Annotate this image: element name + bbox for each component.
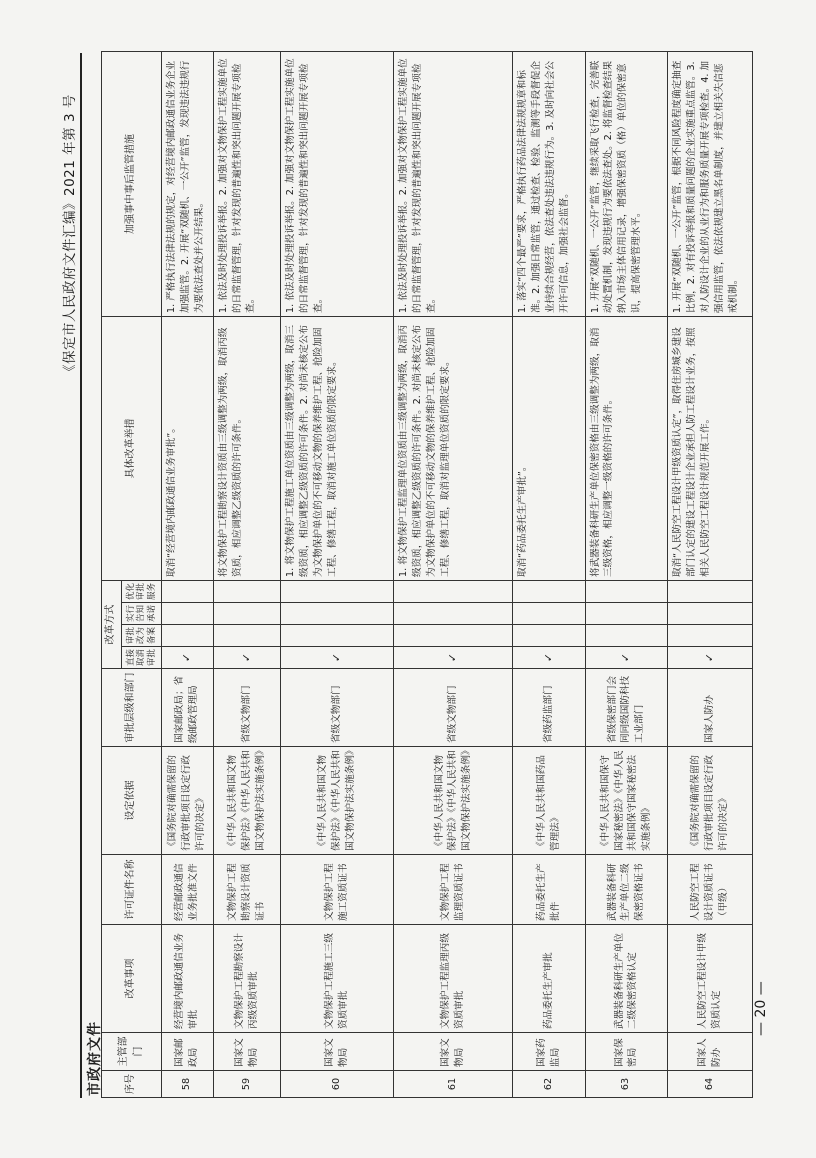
cell-no: 59 [213,1071,280,1098]
cell-basis: 《中华人民共和国文物保护法》《中华人民共和国文物保护法实施条例》 [394,747,513,855]
cell-department: 国家保密局 [585,1033,668,1071]
mode-cell-empty [280,581,394,603]
cell-department: 国家邮政局 [162,1033,214,1071]
reform-items-table [101,51,753,1098]
cell-basis: 《中华人民共和国文物保护法》《中华人民共和国文物保护法实施条例》 [280,747,394,855]
cell-no: 64 [668,1071,753,1098]
mode-cell-empty [668,625,753,647]
header-mode-commit: 实行告知承诺 [122,603,162,625]
cell-basis: 《中华人民共和国药品管理法》 [513,747,585,855]
cell-supervision: 1. 落实“四个最严”要求，严格执行药品法律法规规章和标准。2. 加强日常监管，通过检查、检验、监测等手段督促企业持续合规经营，依法查处违法违规行为。3. 及时向社会公开许可信息，加强社会监督。 [513,52,585,317]
mode-cell-empty [513,625,585,647]
check-mark: ✓ [668,647,753,669]
cell-item: 经营境内邮政通信业务审批 [162,925,214,1033]
cell-no: 61 [394,1071,513,1098]
cell-approval: 国家邮政局；省级邮政管理局 [162,669,214,747]
cell-department: 国家药监局 [513,1033,585,1071]
cell-item: 武器装备科研生产单位二级保密资格认定 [585,925,668,1033]
cell-supervision: 1. 严格执行法律法规的规定，对经营境内邮政通信业务企业加强监管。2. 开展“双随机、一公开”监管，发现违法违规行为要依法查处并公开结果。 [162,52,214,317]
cell-license: 武器装备科研生产单位二级保密资格证书 [585,855,668,925]
header-reform-mode: 改革方式 [102,581,122,669]
header-seq: 序号 [102,1071,162,1098]
cell-approval: 省级药监部门 [513,669,585,747]
cell-approval: 国家人防办 [668,669,753,747]
page-number: — 20 — [753,981,769,1036]
header-approval: 审批层级和部门 [102,669,162,747]
cell-license: 经营邮政通信业务批准文件 [162,855,214,925]
mode-cell-empty [668,603,753,625]
cell-measures: 将文物保护工程勘察设计资质由三级调整为两级，取消丙级资质，相应调整乙级资质的许可条件。 [213,317,280,581]
header-basis: 设定依据 [102,747,162,855]
cell-item: 文物保护工程施工三级资质审批 [280,925,394,1033]
cell-basis: 《国务院对确需保留的行政审批项目设定行政许可的决定》 [162,747,214,855]
cell-basis: 《国务院对确需保留的行政审批项目设定行政许可的决定》 [668,747,753,855]
mode-cell-empty [280,603,394,625]
running-title: 《保定市人民政府文件汇编》2021 年第 3 号 [62,94,78,378]
mode-cell-empty [513,603,585,625]
cell-department: 国家文物局 [280,1033,394,1071]
cell-license: 文物保护工程勘察设计资质证书 [213,855,280,925]
cell-license: 文物保护工程施工资质证书 [280,855,394,925]
header-measures: 具体改革举措 [102,317,162,581]
cell-department: 国家人防办 [668,1033,753,1071]
mode-cell-empty [394,603,513,625]
check-mark: ✓ [280,647,394,669]
cell-measures: 取消“药品委托生产审批”。 [513,317,585,581]
cell-item: 文物保护工程监理丙级资质审批 [394,925,513,1033]
cell-supervision: 1. 开展“双随机、一公开”监管，根据不同风险程度确定抽查比例，2. 对有投诉举报和质量问题的企业实施重点监管。3. 对人防设计企业的从业行为和服务质量开展专项检查。4. 加强信用监管，依法依规建立黑名单制度，并建立相关失信惩戒机制。 [668,52,753,317]
cell-department: 国家文物局 [394,1033,513,1071]
cell-item: 药品委托生产审批 [513,925,585,1033]
table-row [162,52,214,1098]
cell-basis: 《中华人民共和国文物保护法》《中华人民共和国文物保护法实施条例》 [213,747,280,855]
mode-cell-empty [585,581,668,603]
check-mark: ✓ [585,647,668,669]
header-mode-filing: 审批改为备案 [122,625,162,647]
cell-supervision: 1. 依法及时处理投诉举报。2. 加强对文物保护工程实施单位的日常监督管理，针对发现的普遍性和突出问题开展专项检查。 [280,52,394,317]
header-mode-optimize: 优化审批服务 [122,581,162,603]
cell-measures: 取消“经营境内邮政通信业务审批”。 [162,317,214,581]
cell-license: 文物保护工程监理资质证书 [394,855,513,925]
cell-no: 58 [162,1071,214,1098]
cell-license: 人民防空工程设计资质证书（甲级） [668,855,753,925]
cell-department: 国家文物局 [213,1033,280,1071]
cell-measures: 取消“人民防空工程设计甲级资质认定”，取得住房城乡建设部门认定的建设工程设计企业承担人防工程设计业务，按照相关人民防空工程设计规范开展工作。 [668,317,753,581]
section-label: 市政府文件 [87,1021,103,1096]
cell-approval: 省级文物部门 [394,669,513,747]
cell-no: 60 [280,1071,394,1098]
mode-cell-empty [213,603,280,625]
cell-supervision: 1. 依法及时处理投诉举报。2. 加强对文物保护工程实施单位的日常监督管理，针对发现的普遍性和突出问题开展专项检查。 [213,52,280,317]
check-mark: ✓ [162,647,214,669]
cell-no: 63 [585,1071,668,1098]
cell-basis: 《中华人民共和国保守国家秘密法》《中华人民共和国保守国家秘密法实施条例》 [585,747,668,855]
header-item: 改革事项 [102,925,162,1033]
cell-license: 药品委托生产批件 [513,855,585,925]
header-department: 主管部门 [102,1033,162,1071]
mode-cell-empty [213,625,280,647]
cell-measures: 1. 将文物保护工程施工单位资质由三级调整为两级，取消三级资质，相应调整乙级资质的许可条件。2. 对尚未核定公布为文物保护单位的不可移动文物的保养维护工程、抢险加固工程、修缮工程，取消对施工单位资质的限定要求。 [280,317,394,581]
header-license: 许可证件名称 [102,855,162,925]
check-mark: ✓ [513,647,585,669]
mode-cell-empty [668,581,753,603]
mode-cell-empty [513,581,585,603]
mode-cell-empty [162,581,214,603]
mode-cell-empty [213,581,280,603]
mode-cell-empty [162,625,214,647]
mode-cell-empty [585,603,668,625]
mode-cell-empty [280,625,394,647]
mode-cell-empty [585,625,668,647]
cell-approval: 省级文物部门 [213,669,280,747]
table-row [513,52,585,1098]
cell-supervision: 1. 开展“双随机、一公开”监管，继续采取飞行检查，完善联动处置机制，发现违规行为要依法查处。2. 将监督检查结果纳入市场主体信用记录，增强保密资质（格）单位的保密意识，提高保密管理水平。 [585,52,668,317]
cell-approval: 省级保密部门会同同级国防科技工业部门 [585,669,668,747]
table-row [394,52,513,1098]
header-supervision: 加强事中事后监管措施 [102,52,162,317]
mode-cell-empty [394,581,513,603]
cell-supervision: 1. 依法及时处理投诉举报。2. 加强对文物保护工程实施单位的日常监督管理，针对发现的普遍性和突出问题开展专项检查。 [394,52,513,317]
header-rule [80,53,82,1098]
table-row [668,52,753,1098]
cell-measures: 将武器装备科研生产单位保密资格由三级调整为两级，取消三级资格，相应调整一级资格的许可条件。 [585,317,668,581]
cell-item: 文物保护工程勘察设计丙级资质审批 [213,925,280,1033]
mode-cell-empty [394,625,513,647]
check-mark: ✓ [213,647,280,669]
cell-no: 62 [513,1071,585,1098]
mode-cell-empty [162,603,214,625]
cell-measures: 1. 将文物保护工程监理单位资质由三级调整为两级，取消丙级资质，相应调整乙级资质的许可条件。2. 对尚未核定公布为文物保护单位的不可移动文物的保养维护工程、抢险加固工程、修缮工程，取消对监理单位资质的限定要求。 [394,317,513,581]
table-row [585,52,668,1098]
table-row [280,52,394,1098]
table-row [213,52,280,1098]
check-mark: ✓ [394,647,513,669]
header-mode-cancel: 直接取消审批 [122,647,162,669]
cell-item: 人民防空工程设计甲级资质认定 [668,925,753,1033]
cell-approval: 省级文物部门 [280,669,394,747]
